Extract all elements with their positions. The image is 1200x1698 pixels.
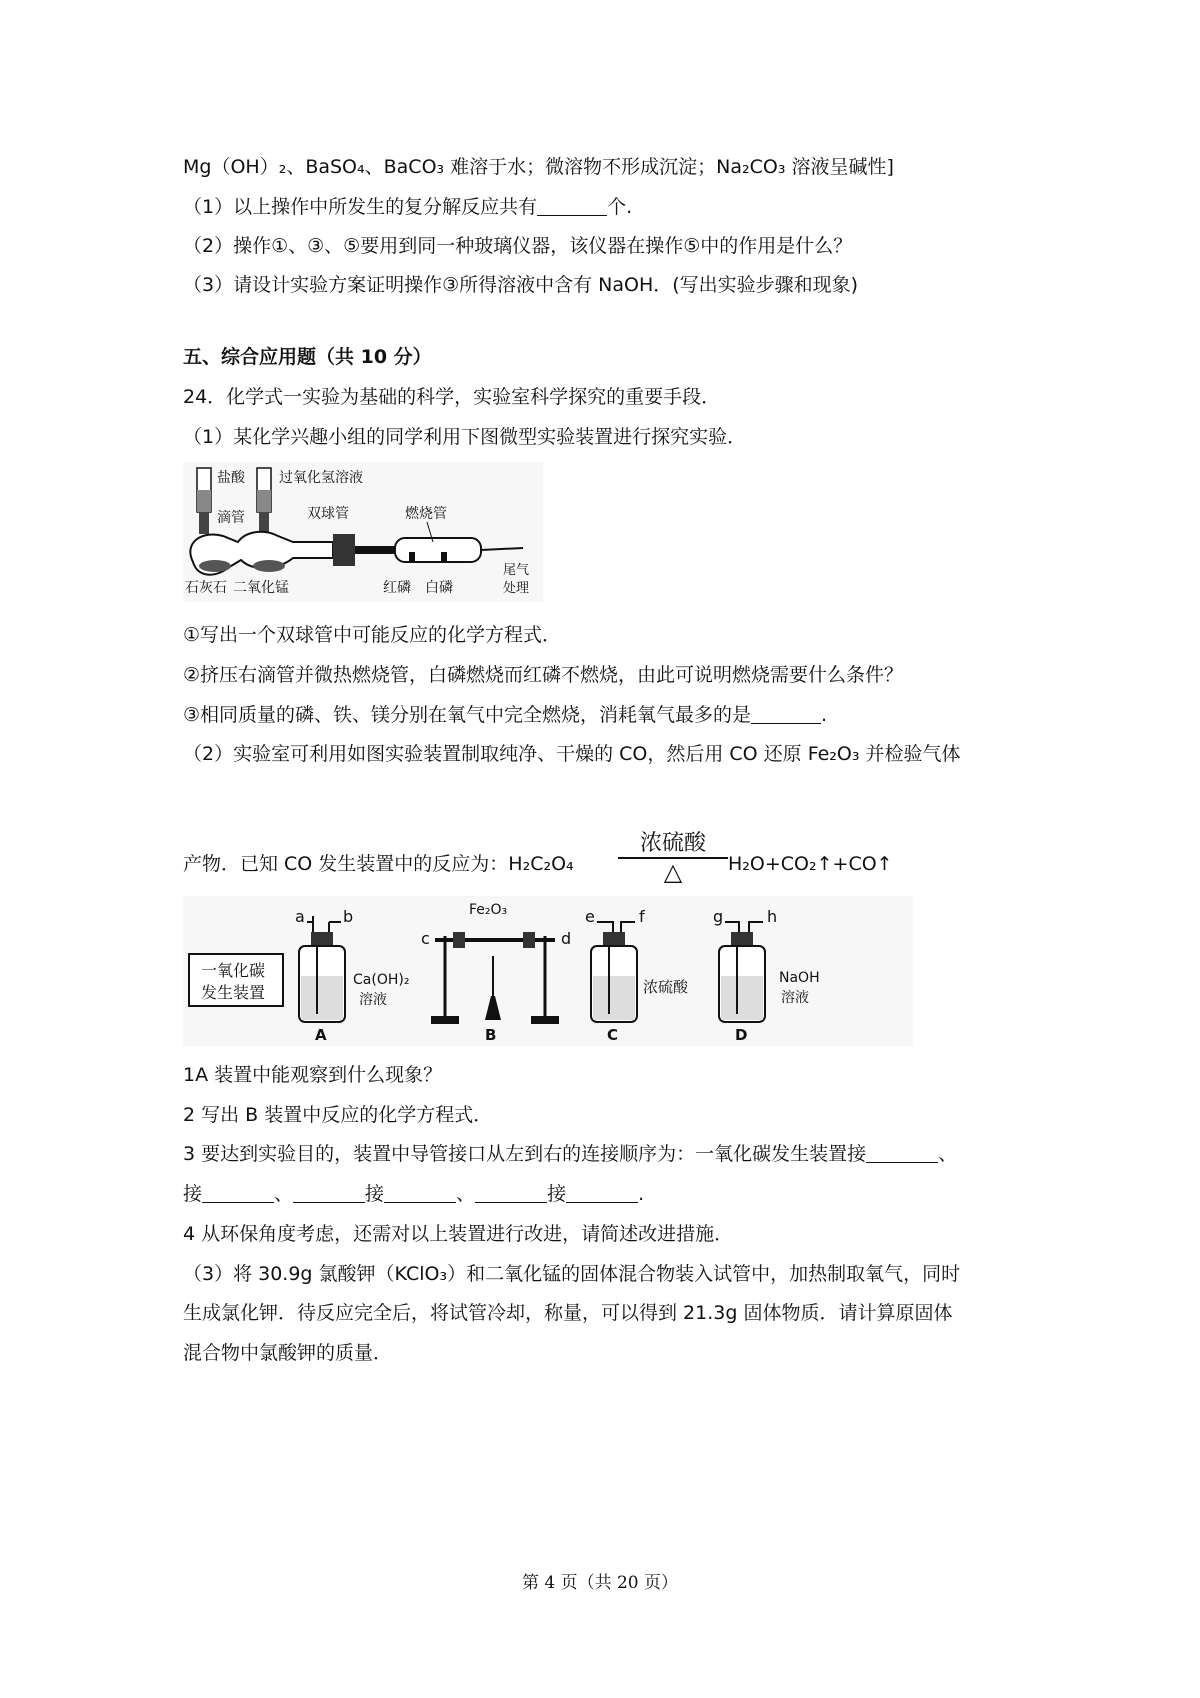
- reaction-reactant: 产物．已知 CO 发生装置中的反应为：H₂C₂O₄: [183, 853, 574, 875]
- port-d: d: [561, 929, 572, 948]
- punct: 、: [456, 1183, 476, 1205]
- label-generator-2: 发生装置: [201, 983, 266, 1002]
- question-24-part-3-line-2: 生成氯化钾．待反应完全后，将试管冷却，称量，可以得到 21.3g 固体物质．请计算原固体: [183, 1302, 953, 1324]
- sub-question-2: ②挤压右滴管并微热燃烧管，白磷燃烧而红磷不燃烧，由此可说明燃烧需要什么条件？: [183, 664, 904, 686]
- page-footer: 第 4 页（共 20 页）: [521, 1573, 679, 1593]
- label-naoh-solution: 溶液: [781, 990, 809, 1006]
- answer-blank[interactable]: [751, 703, 821, 724]
- punct: 、: [938, 1143, 958, 1165]
- label-hcl: 盐酸: [217, 470, 245, 486]
- label-h2o2: 过氧化氢溶液: [279, 470, 363, 486]
- answer-blank[interactable]: [202, 1182, 274, 1203]
- punct: 接: [183, 1183, 203, 1205]
- port-c: c: [421, 929, 430, 948]
- section-heading: 五、综合应用题（共 10 分）: [183, 346, 432, 368]
- label-limestone: 石灰石: [185, 580, 227, 596]
- text-line-1: Mg（OH）₂、BaSO₄、BaCO₃ 难溶于水；微溶物不形成沉淀；Na₂CO₃ 溶液呈碱性]: [183, 156, 894, 178]
- label-C: C: [607, 1026, 619, 1044]
- port-b: b: [343, 907, 354, 926]
- label-tail-1: 尾气: [503, 563, 530, 578]
- part-2-question-4: 4 从环保角度考虑，还需对以上装置进行改进，请简述改进措施．: [183, 1223, 734, 1245]
- label-red-p: 红磷: [383, 580, 411, 596]
- part-2-question-3-text: 3 要达到实验目的，装置中导管接口从左到右的连接顺序为：一氧化碳发生装置接: [183, 1143, 867, 1165]
- label-h2so4: 浓硫酸: [643, 978, 689, 996]
- part-2-question-1: 1A 装置中能观察到什么现象？: [183, 1064, 443, 1086]
- question-24-part-1: （1）某化学兴趣小组的同学利用下图微型实验装置进行探究实验．: [183, 426, 747, 448]
- punct: .: [638, 1183, 645, 1205]
- port-a: a: [295, 907, 305, 926]
- question-24-part-2: （2）实验室可利用如图实验装置制取纯净、干燥的 CO，然后用 CO 还原 Fe₂O₃ 并检验气体: [183, 743, 961, 765]
- part-2-question-3: [183, 1141, 957, 1167]
- question-3-line: （3）请设计实验方案证明操作③所得溶液中含有 NaOH．(写出实验步骤和现象): [183, 274, 859, 296]
- label-naoh: NaOH: [779, 970, 820, 986]
- micro-apparatus-figure: [183, 462, 543, 602]
- question-1-tail: 个.: [607, 196, 633, 218]
- label-caoh2: Ca(OH)₂: [353, 972, 410, 988]
- answer-blank[interactable]: [293, 1182, 365, 1203]
- sub-question-1: ①写出一个双球管中可能反应的化学方程式．: [183, 624, 562, 646]
- question-2-line: （2）操作①、③、⑤要用到同一种玻璃仪器，该仪器在操作⑤中的作用是什么？: [183, 235, 853, 257]
- part-2-question-2: 2 写出 B 装置中反应的化学方程式．: [183, 1104, 493, 1126]
- co-apparatus-figure: [183, 896, 913, 1046]
- reaction-line: [183, 851, 574, 877]
- part-2-question-3-cont: [183, 1181, 644, 1207]
- port-g: g: [713, 907, 724, 926]
- sub-question-3-tail: .: [821, 704, 828, 726]
- label-mno2: 二氧化锰: [233, 580, 289, 596]
- answer-blank[interactable]: [537, 195, 607, 216]
- label-tail-2: 处理: [503, 581, 530, 596]
- question-24-part-3-line-3: 混合物中氯酸钾的质量．: [183, 1342, 393, 1364]
- question-1-text: （1）以上操作中所发生的复分解反应共有: [183, 196, 538, 218]
- question-24-part-3-line-1: （3）将 30.9g 氯酸钾（KClO₃）和二氧化锰的固体混合物装入试管中，加热制取氧气，同时: [183, 1263, 961, 1285]
- sub-question-3-text: ③相同质量的磷、铁、镁分别在氧气中完全燃烧，消耗氧气最多的是: [183, 704, 752, 726]
- label-generator-1: 一氧化碳: [201, 961, 266, 980]
- question-1-line: [183, 194, 632, 220]
- punct: 接: [365, 1183, 385, 1205]
- port-e: e: [585, 907, 595, 926]
- label-D: D: [735, 1026, 748, 1044]
- label-caoh2-solution: 溶液: [359, 992, 387, 1008]
- answer-blank[interactable]: [475, 1182, 547, 1203]
- label-double-bulb: 双球管: [307, 506, 349, 522]
- reaction-products: H₂O+CO₂↑+CO↑: [728, 853, 893, 875]
- question-24-stem: 24．化学式一实验为基础的科学，实验室科学探究的重要手段．: [183, 386, 721, 408]
- label-dropper: 滴管: [217, 510, 245, 526]
- sub-question-3-line: [183, 702, 827, 728]
- answer-blank[interactable]: [384, 1182, 456, 1203]
- port-h: h: [767, 907, 778, 926]
- label-white-p: 白磷: [425, 580, 453, 596]
- label-B: B: [485, 1026, 497, 1044]
- label-burn-tube: 燃烧管: [405, 506, 447, 522]
- answer-blank[interactable]: [566, 1182, 638, 1203]
- answer-blank[interactable]: [866, 1142, 938, 1163]
- reaction-condition-catalyst: 浓硫酸: [639, 831, 706, 856]
- label-fe2o3: Fe₂O₃: [469, 902, 508, 918]
- punct: 、: [274, 1183, 294, 1205]
- label-A: A: [315, 1026, 327, 1044]
- reaction-condition-heat: △: [663, 858, 683, 886]
- port-f: f: [639, 907, 645, 926]
- punct: 接: [547, 1183, 567, 1205]
